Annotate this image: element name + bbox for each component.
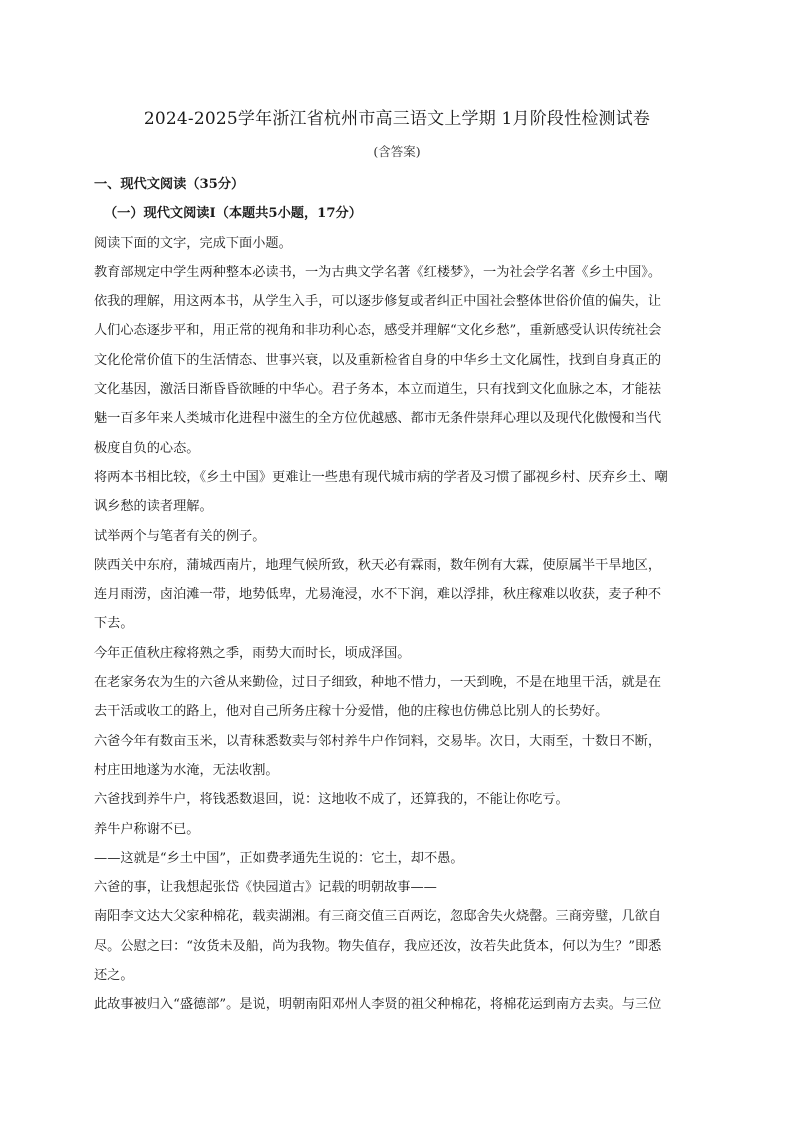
text-line: 六爸的事，让我想起张岱《快园道古》记载的明朝故事—— bbox=[94, 880, 437, 896]
text-line: 今年正值秋庄稼将熟之季，雨势大而时长，顷成泽国。 bbox=[94, 645, 411, 661]
text-line: 尽。公慰之曰：“汝货未及船，尚为我物。物失值存，我应还汝，汝若失此货本，何以为生？”即悉 bbox=[94, 938, 662, 954]
text-line: 阅读下面的文字，完成下面小题。 bbox=[94, 235, 292, 251]
document-title: 2024-2025学年浙江省杭州市高三语文上学期 1月阶段性检测试卷 bbox=[143, 109, 651, 129]
text-line: 此故事被归入“盛德部”。是说，明朝南阳邓州人李贤的祖父种棉花，将棉花运到南方去卖。与三位 bbox=[94, 997, 662, 1013]
text-line: 试举两个与笔者有关的例子。 bbox=[94, 528, 266, 544]
text-line: 下去。 bbox=[94, 616, 134, 632]
text-line: 依我的理解，用这两本书，从学生入手，可以逐步修复或者纠正中国社会整体世俗价值的偏失，让 bbox=[94, 294, 662, 310]
text-line: 村庄田地遂为水淹，无法收割。 bbox=[94, 762, 279, 778]
text-line: 将两本书相比较，《乡土中国》更难让一些患有现代城市病的学者及习惯了鄙视乡村、厌弃乡土、嘲 bbox=[94, 469, 668, 485]
text-line: 讽乡愁的读者理解。 bbox=[94, 499, 213, 515]
text-line: 去干活或收工的路上，他对自己所务庄稼十分爱惜，他的庄稼也仿佛总比别人的长势好。 bbox=[94, 704, 609, 720]
subsection-heading: （一）现代文阅读Ⅰ（本题共5小题，17分） bbox=[104, 206, 362, 222]
text-line: 魅一百多年来人类城市化进程中滋生的全方位优越感、都市无条件崇拜心理以及现代化傲慢和当代 bbox=[94, 411, 662, 427]
text-line: ——这就是“乡土中国”，正如费孝通先生说的：它土，却不愚。 bbox=[94, 850, 464, 866]
document-subtitle: (含答案) bbox=[373, 144, 421, 159]
document-body bbox=[94, 170, 698, 1020]
text-line: 南阳李文达大父家种棉花，载卖湖湘。有三商交值三百两讫，忽邸舍失火烧罄。三商旁璧，几欲自 bbox=[94, 909, 662, 925]
text-line: 六爸找到养牛户，将钱悉数退回，说：这地收不成了，还算我的，不能让你吃亏。 bbox=[94, 792, 569, 808]
text-line: 养牛户称谢不已。 bbox=[94, 821, 200, 837]
text-line: 陕西关中东府，蒲城西南片，地理气候所致，秋天必有霖雨，数年例有大霖，使原属半干旱地区， bbox=[94, 557, 662, 573]
text-line: 教育部规定中学生两种整本必读书，一为古典文学名著《红楼梦》，一为社会学名著《乡土中国》。 bbox=[94, 264, 662, 280]
text-line: 极度自负的心态。 bbox=[94, 440, 200, 456]
text-line: 还之。 bbox=[94, 968, 134, 984]
text-line: 人们心态逐步平和，用正常的视角和非功利心态，感受并理解“文化乡愁”，重新感受认识传统社会 bbox=[94, 323, 662, 339]
section-heading: 一、现代文阅读（35分） bbox=[94, 177, 245, 192]
text-line: 文化伦常价值下的生活情态、世事兴衰，以及重新检省自身的中华乡土文化属性，找到自身真正的 bbox=[94, 352, 662, 368]
text-line: 文化基因，激活日渐昏昏欲睡的中华心。君子务本，本立而道生，只有找到文化血脉之本，才能祛 bbox=[94, 382, 662, 398]
text-line: 在老家务农为生的六爸从来勤俭，过日子细致，种地不惜力，一天到晚，不是在地里干活，就是在 bbox=[94, 675, 662, 691]
text-line: 连月雨涝，卤泊滩一带，地势低卑，尤易淹浸，水不下润，难以浮排，秋庄稼难以收获，麦子种不 bbox=[94, 587, 662, 603]
text-line: 六爸今年有数亩玉米，以青秣悉数卖与邻村养牛户作饲料，交易毕。次日，大雨至，十数日不断， bbox=[94, 733, 662, 749]
